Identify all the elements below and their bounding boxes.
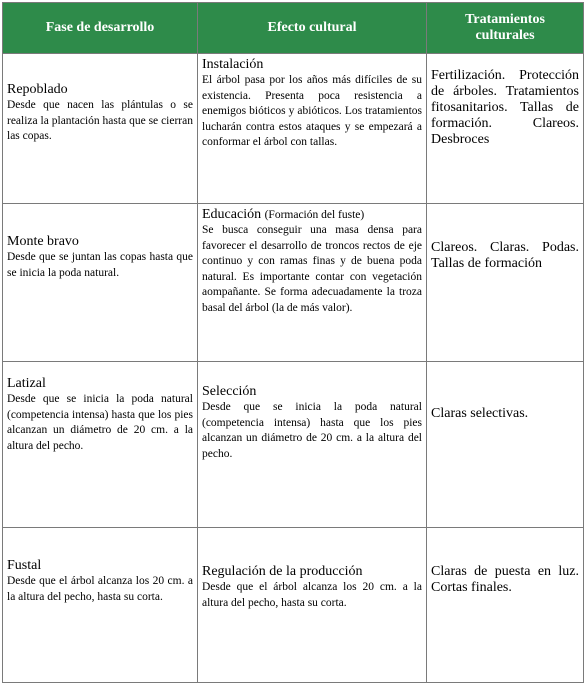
effect-subtitle: (Formación del fuste): [264, 209, 365, 221]
effect-cell: [198, 528, 427, 683]
table-row: [3, 362, 584, 528]
effect-description: Desde que el árbol alcanza los 20 cm. a la altura del pecho, hasta su corta.: [202, 581, 422, 609]
phase-description: Desde que nacen las plántulas o se realiza la plantación hasta que se cierran las copas.: [7, 99, 193, 142]
table-row: [3, 204, 584, 362]
development-phases-table: [2, 2, 584, 683]
effect-title: Educación: [202, 207, 262, 222]
treatments-text: Claras de puesta en luz. Cortas finales.: [431, 564, 579, 595]
header-tratamientos-line1: Tratamientos: [465, 12, 545, 27]
effect-title: Regulación de la producción: [202, 564, 363, 579]
effect-description: Desde que se inicia la poda natural (competencia intensa) hasta que los pies alcanzan un diámetro de 20 cm. a la altura del pecho.: [202, 401, 422, 460]
phase-title: Fustal: [7, 558, 42, 573]
header-tratamientos-culturales: [427, 3, 584, 54]
phase-description: Desde que se juntan las copas hasta que se inicia la poda natural.: [7, 251, 193, 279]
table-row: [3, 528, 584, 683]
treatments-cell: [427, 528, 584, 683]
treatments-cell: [427, 362, 584, 528]
phase-description: Desde que el árbol alcanza los 20 cm. a la altura del pecho, hasta su corta.: [7, 575, 193, 603]
effect-title: Selección: [202, 384, 257, 399]
treatments-text: Claras selectivas.: [431, 406, 529, 421]
effect-title: Instalación: [202, 57, 264, 72]
table-header-row: [3, 3, 584, 54]
table-row: [3, 54, 584, 204]
phase-title: Latizal: [7, 376, 46, 391]
effect-title-line: [202, 207, 422, 223]
header-fase-de-desarrollo: Fase de desarrollo: [3, 3, 198, 54]
phase-cell: [3, 204, 198, 362]
effect-cell: [198, 204, 427, 362]
treatments-text: Fertilización. Protección de árboles. Tratamientos fitosanitarios. Tallas de formación. Clareos. Desbroces: [431, 68, 579, 147]
header-tratamientos-line2: culturales: [475, 28, 535, 43]
phase-cell: [3, 528, 198, 683]
treatments-cell: [427, 204, 584, 362]
effect-description: El árbol pasa por los años más difíciles de su existencia. Presenta poca resistencia a enemigos bióticos y abióticos. Los tratamientos lucharán contra estos ataques y se empezará a conformar el árbol con tallas.: [202, 74, 422, 148]
header-efecto-cultural: Efecto cultural: [198, 3, 427, 54]
treatments-text: Clareos. Claras. Podas. Tallas de formación: [431, 240, 579, 271]
phase-title: Monte bravo: [7, 234, 79, 249]
effect-description: Se busca conseguir una masa densa para favorecer el desarrollo de troncos rectos de eje continuo y con ramas finas y de buena poda natural. Es importante contar con vegetación aompañante. Se forma adecuadamente la troza basal del árbol (la de más valor).: [202, 224, 422, 314]
treatments-cell: [427, 54, 584, 204]
phase-description: Desde que se inicia la poda natural (competencia intensa) hasta que los pies alcanzan un diámetro de 20 cm. a la altura del pecho.: [7, 393, 193, 452]
phase-title: Repoblado: [7, 82, 68, 97]
effect-cell: [198, 54, 427, 204]
effect-cell: [198, 362, 427, 528]
phase-cell: [3, 54, 198, 204]
phase-cell: [3, 362, 198, 528]
